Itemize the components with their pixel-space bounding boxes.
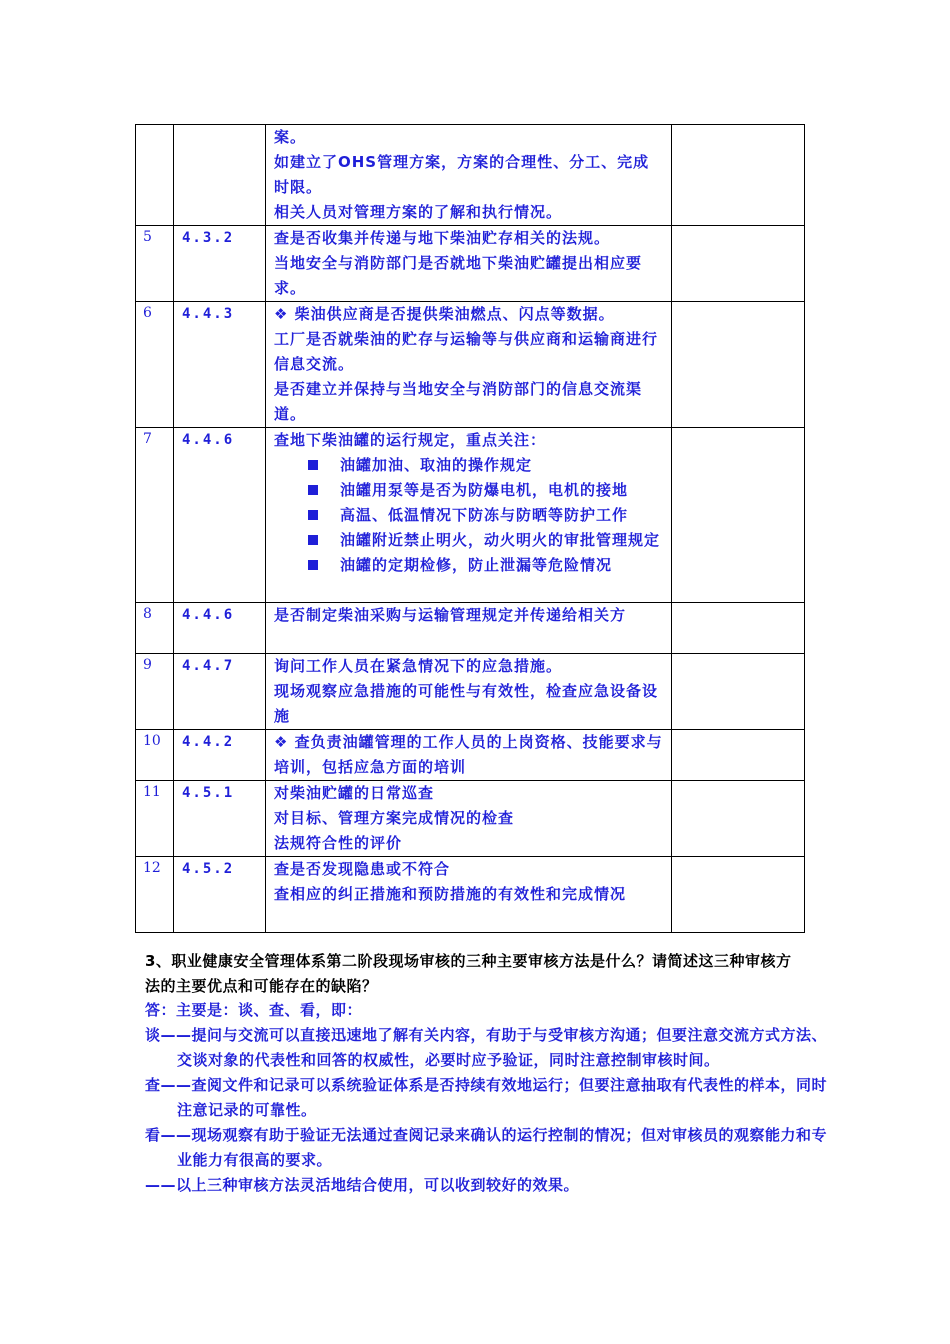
table-row <box>136 428 805 603</box>
table-row <box>136 603 805 654</box>
clause-number: 4.5.1 <box>174 781 266 857</box>
content-line: 案。 <box>274 128 307 146</box>
bullet-text: 高温、低温情况下防冻与防晒等防护工作 <box>340 506 629 524</box>
square-bullet-icon <box>308 535 318 545</box>
content-line: 对柴油贮罐的日常巡查 <box>274 784 435 802</box>
answer-conclusion: ——以上三种审核方法灵活地结合使用，可以收到较好的效果。 <box>145 1176 580 1194</box>
row-number: 7 <box>136 428 174 603</box>
answer-item-observe: 看——现场观察有助于验证无法通过查阅记录来确认的运行控制的情况；但对审核员的观察能力和专业能力有很高的要求。 <box>145 1126 828 1169</box>
row-number: 10 <box>136 730 174 781</box>
question-3: 3、职业健康安全管理体系第二阶段现场审核的三种主要审核方法是什么？请简述这三种审核方法的主要优点和可能存在的缺陷？ <box>145 952 792 995</box>
remark-cell <box>672 603 805 654</box>
table-row <box>136 857 805 933</box>
square-bullet-icon <box>308 510 318 520</box>
bullet-text: 油罐的定期检修，防止泄漏等危险情况 <box>340 556 613 574</box>
audit-checklist-table <box>135 124 805 933</box>
clause-number: 4.3.2 <box>174 226 266 302</box>
bullet-text: 油罐附近禁止明火，动火明火的审批管理规定 <box>340 531 661 549</box>
audit-content <box>266 603 672 654</box>
bullet-item <box>274 528 665 553</box>
bullet-text: 油罐用泵等是否为防爆电机，电机的接地 <box>340 481 629 499</box>
bullet-item <box>274 553 665 578</box>
square-bullet-icon <box>308 560 318 570</box>
bullet-item <box>274 478 665 503</box>
content-line: 查地下柴油罐的运行规定，重点关注： <box>274 431 547 449</box>
remark-cell <box>672 125 805 226</box>
row-number: 6 <box>136 302 174 428</box>
content-line: 询问工作人员在紧急情况下的应急措施。 <box>274 657 563 675</box>
content-line: 当地安全与消防部门是否就地下柴油贮罐提出相应要求。 <box>274 254 643 297</box>
audit-content <box>266 125 672 226</box>
row-number: 8 <box>136 603 174 654</box>
content-line: 查是否收集并传递与地下柴油贮存相关的法规。 <box>274 229 611 247</box>
bullet-text: 油罐加油、取油的操作规定 <box>340 456 533 474</box>
content-line: 法规符合性的评价 <box>274 834 403 852</box>
clause-number: 4.5.2 <box>174 857 266 933</box>
content-line: 工厂是否就柴油的贮存与运输等与供应商和运输商进行信息交流。 <box>274 330 659 373</box>
remark-cell <box>672 857 805 933</box>
row-number: 12 <box>136 857 174 933</box>
square-bullet-icon <box>308 460 318 470</box>
table-row <box>136 730 805 781</box>
clause-number: 4.4.6 <box>174 603 266 654</box>
answer-item-check: 查——查阅文件和记录可以系统验证体系是否持续有效地运行；但要注意抽取有代表性的样本，同时注意记录的可靠性。 <box>145 1076 828 1119</box>
content-line: 查相应的纠正措施和预防措施的有效性和完成情况 <box>274 885 627 903</box>
audit-content <box>266 654 672 730</box>
row-number: 11 <box>136 781 174 857</box>
row-number: 9 <box>136 654 174 730</box>
audit-content <box>266 857 672 933</box>
bullet-item <box>274 503 665 528</box>
content-line: 查是否发现隐患或不符合 <box>274 860 451 878</box>
audit-content <box>266 781 672 857</box>
table-row <box>136 654 805 730</box>
clause-number: 4.4.2 <box>174 730 266 781</box>
clause-number: 4.4.6 <box>174 428 266 603</box>
content-line: 现场观察应急措施的可能性与有效性，检查应急设备设施 <box>274 682 659 725</box>
content-line: 相关人员对管理方案的了解和执行情况。 <box>274 203 563 221</box>
row-number: 5 <box>136 226 174 302</box>
table-row <box>136 302 805 428</box>
audit-content <box>266 730 672 781</box>
remark-cell <box>672 781 805 857</box>
content-line: ❖ 查负责油罐管理的工作人员的上岗资格、技能要求与培训，包括应急方面的培训 <box>274 733 663 776</box>
content-line: 对目标、管理方案完成情况的检查 <box>274 809 515 827</box>
square-bullet-icon <box>308 485 318 495</box>
answer-item-talk: 谈——提问与交流可以直接迅速地了解有关内容，有助于与受审核方沟通；但要注意交流方式方法、交谈对象的代表性和回答的权威性，必要时应予验证，同时注意控制审核时间。 <box>145 1026 828 1069</box>
table-row <box>136 226 805 302</box>
remark-cell <box>672 302 805 428</box>
remark-cell <box>672 730 805 781</box>
content-line: 是否建立并保持与当地安全与消防部门的信息交流渠道。 <box>274 380 643 423</box>
content-line: 是否制定柴油采购与运输管理规定并传递给相关方 <box>274 606 627 624</box>
answer-intro: 答：主要是：谈、查、看，即： <box>145 1001 363 1019</box>
clause-number <box>174 125 266 226</box>
clause-number: 4.4.3 <box>174 302 266 428</box>
content-line: 如建立了OHS管理方案，方案的合理性、分工、完成时限。 <box>274 153 650 196</box>
audit-content <box>266 226 672 302</box>
clause-number: 4.4.7 <box>174 654 266 730</box>
remark-cell <box>672 654 805 730</box>
audit-content <box>266 302 672 428</box>
bullet-item <box>274 453 665 478</box>
audit-content <box>266 428 672 603</box>
content-line: ❖ 柴油供应商是否提供柴油燃点、闪点等数据。 <box>274 305 615 323</box>
row-number <box>136 125 174 226</box>
table-row <box>136 781 805 857</box>
remark-cell <box>672 226 805 302</box>
remark-cell <box>672 428 805 603</box>
table-row <box>136 125 805 226</box>
